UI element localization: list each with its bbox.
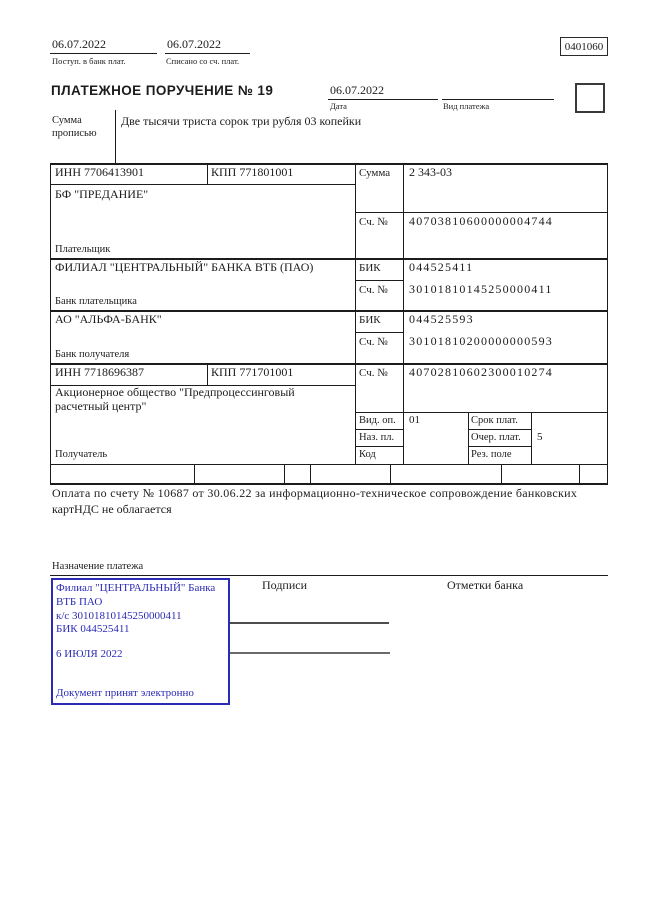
table-border [355, 332, 403, 333]
payee-bank-account: 30101810200000000593 [409, 334, 553, 348]
payee-bank-name: АО "АЛЬФА-БАНК" [55, 312, 162, 326]
table-border [50, 464, 608, 465]
table-border [355, 429, 403, 430]
code-label: Код [359, 449, 376, 460]
table-border [50, 163, 51, 485]
date-label: Дата [330, 101, 347, 111]
amount-words-label-line1: Сумма [52, 115, 82, 126]
stamp-line3: к/с 30101810145250000411 [56, 610, 182, 622]
stamp-note: Документ принят электронно [56, 687, 194, 699]
payee-bank-bik-label: БИК [359, 314, 381, 326]
amount-words-label-line2: прописью [52, 128, 97, 139]
reserve-label: Рез. поле [471, 449, 512, 460]
stamp-date: 6 ИЮЛЯ 2022 [56, 648, 123, 660]
op-type-label: Вид. оп. [359, 415, 396, 426]
table-border [50, 483, 608, 485]
table-border [355, 446, 403, 447]
table-border [310, 464, 311, 483]
stamp-line2: ВТБ ПАО [56, 596, 103, 608]
purpose-section-label: Назначение платежа [52, 561, 144, 572]
payer-bank-bik-label: БИК [359, 262, 381, 274]
payee-name-line1: Акционерное общество "Предпроцессинговый [55, 385, 295, 399]
payer-bank-account: 30101810145250000411 [409, 282, 553, 296]
stamp-line1: Филиал "ЦЕНТРАЛЬНЫЙ" Банка [56, 582, 216, 594]
table-border [50, 184, 355, 185]
table-border [390, 464, 391, 483]
table-border [207, 363, 208, 385]
table-border [501, 464, 502, 483]
stamp-line4: БИК 044525411 [56, 623, 130, 635]
document-title: ПЛАТЕЖНОЕ ПОРУЧЕНИЕ № 19 [51, 83, 274, 98]
status-square-box [575, 83, 605, 113]
payer-bank-name: ФИЛИАЛ "ЦЕНТРАЛЬНЫЙ" БАНКА ВТБ (ПАО) [55, 260, 314, 274]
payer-name: БФ "ПРЕДАНИЕ" [55, 187, 149, 201]
payee-inn: ИНН 7718696387 [55, 365, 144, 379]
table-border [207, 163, 208, 184]
amount-in-words: Две тысячи триста сорок три рубля 03 копейки [121, 114, 362, 128]
table-border [468, 412, 469, 464]
payee-bank-account-label: Сч. № [359, 336, 388, 348]
payee-section-label: Получатель [55, 449, 108, 460]
document-date: 06.07.2022 [330, 83, 384, 97]
divider [115, 110, 116, 163]
priority-label: Очер. плат. [471, 432, 521, 443]
payment-type-label: Вид платежа [443, 101, 490, 111]
received-in-bank-date: 06.07.2022 [52, 37, 106, 51]
table-border [284, 464, 285, 483]
table-border [355, 280, 403, 281]
underline [50, 53, 157, 54]
payee-name-line2: расчетный центр" [55, 399, 147, 413]
signature-line [228, 652, 390, 654]
term-label: Срок плат. [471, 415, 518, 426]
payer-inn: ИНН 7706413901 [55, 165, 144, 179]
payer-bank-section-label: Банк плательщика [55, 296, 137, 307]
payer-section-label: Плательщик [55, 244, 111, 255]
payee-bank-section-label: Банк получателя [55, 349, 130, 360]
table-border [468, 429, 531, 430]
table-border [50, 575, 608, 576]
debited-date: 06.07.2022 [167, 37, 221, 51]
payer-bank-account-label: Сч. № [359, 284, 388, 296]
naz-label: Наз. пл. [359, 432, 395, 443]
payer-account-label: Сч. № [359, 216, 388, 228]
form-code-box [560, 37, 608, 56]
op-type-value: 01 [409, 414, 420, 426]
signatures-label: Подписи [262, 578, 308, 592]
table-border [355, 412, 608, 413]
payee-account: 40702810602300010274 [409, 365, 553, 379]
table-border [531, 412, 532, 464]
bank-marks-label: Отметки банка [447, 578, 524, 592]
underline [328, 99, 438, 100]
payee-bank-bik: 044525593 [409, 312, 474, 326]
table-border [468, 446, 531, 447]
table-border [194, 464, 195, 483]
table-border [355, 212, 608, 213]
debited-label: Списано со сч. плат. [166, 56, 240, 66]
underline [442, 99, 554, 100]
priority-value: 5 [537, 431, 543, 443]
payer-bank-bik: 044525411 [409, 260, 474, 274]
sum-label: Сумма [359, 167, 391, 179]
received-in-bank-label: Поступ. в банк плат. [52, 56, 126, 66]
payer-account: 40703810600000004744 [409, 214, 553, 228]
underline [165, 53, 250, 54]
signature-line [228, 622, 389, 624]
payer-kpp: КПП 771801001 [211, 165, 294, 179]
purpose-line1: Оплата по счету № 10687 от 30.06.22 за информационно-техническое сопровождение банковских [52, 486, 578, 500]
purpose-line2: картНДС не облагается [52, 502, 172, 516]
table-border [355, 163, 356, 465]
payee-kpp: КПП 771701001 [211, 365, 294, 379]
form-code: 0401060 [564, 40, 604, 53]
sum-value: 2 343-03 [409, 165, 452, 179]
table-border [403, 163, 404, 465]
table-border [579, 464, 580, 483]
payee-account-label: Сч. № [359, 367, 388, 379]
